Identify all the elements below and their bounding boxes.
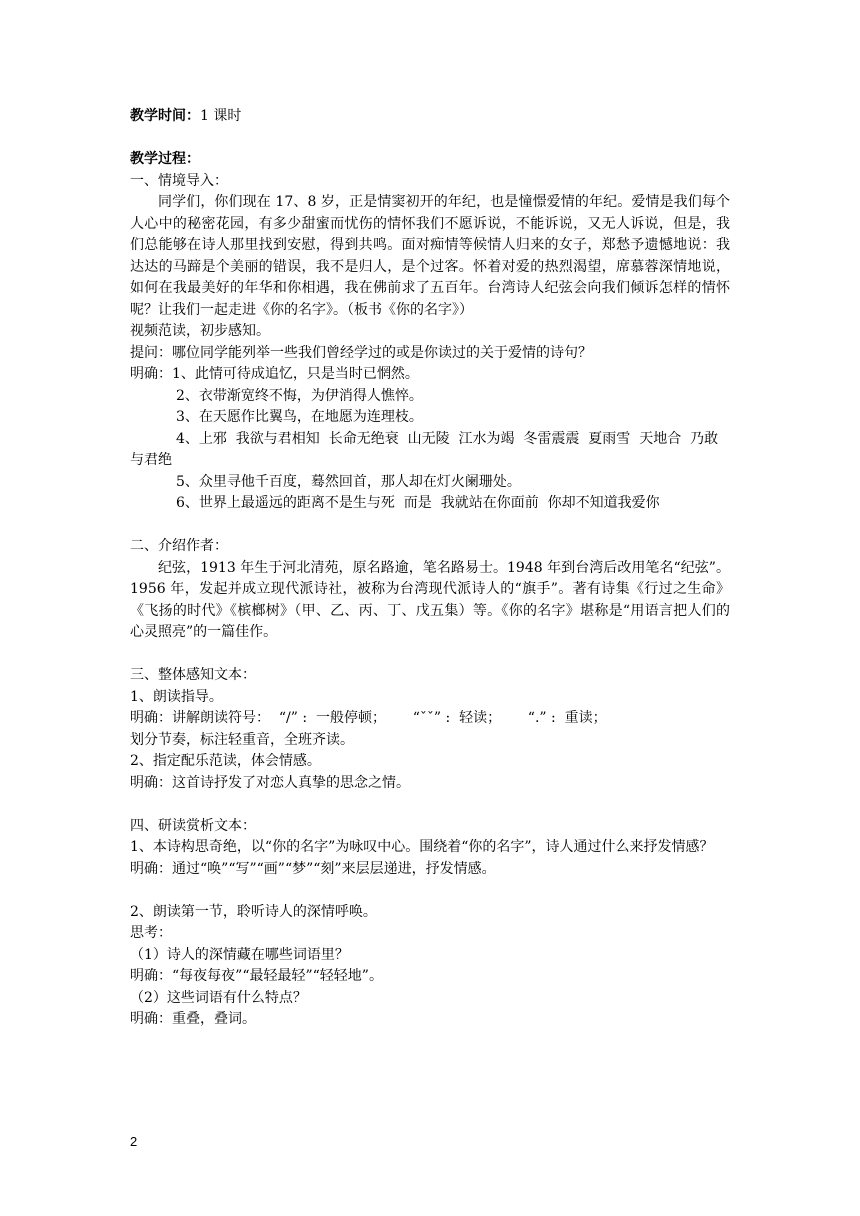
section3-item1: 1、朗读指导。: [130, 688, 223, 705]
section4-q2: （2）这些词语有什么特点？: [130, 989, 307, 1006]
section1-question: 提问：哪位同学能列举一些我们曾经学过的或是你读过的关于爱情的诗句？: [130, 344, 592, 361]
section3-item2-answer: 明确：这首诗抒发了对恋人真挚的思念之情。: [130, 774, 410, 791]
section1-answer-4: 4、上邪 我欲与君相知 长命无绝衰 山无陵 江水为竭 冬雷震震 夏雨雪 天地合 乃敢与君绝: [130, 430, 719, 468]
section4-item1: 1、本诗构思奇绝，以“你的名字”为咏叹中心。围绕着“你的名字”，诗人通过什么来抒发情感？: [130, 839, 714, 855]
document-body: [130, 106, 730, 1031]
section4-item2: 2、朗读第一节，聆听诗人的深情呼唤。: [130, 903, 377, 920]
section3-heading: 三、整体感知文本：: [130, 667, 256, 683]
section1-answer-6: 6、世界上最遥远的距离不是生与死 而是 我就站在你面前 你却不知道我爱你: [176, 495, 660, 511]
teaching-time-line: [130, 106, 730, 128]
section3-item1-extra: 划分节奏，标注轻重音，全班齐读。: [130, 731, 354, 748]
section4-q1: （1）诗人的深情藏在哪些词语里？: [130, 946, 349, 963]
section3-item1-answer: 明确：讲解朗读符号： “/” : 一般停顿； “ˇˇ” : 轻读； “.” : 重读；: [130, 710, 607, 726]
teaching-time-value: 1 课时: [200, 108, 242, 124]
section1-video: 视频范读，初步感知。: [130, 323, 270, 339]
section4-heading: 四、研读赏析文本：: [130, 817, 256, 834]
section4-think: 思考：: [130, 925, 172, 941]
section1-intro: 同学们，你们现在 17、8 岁，正是情窦初开的年纪，也是憧憬爱情的年纪。爱情是我们每个人心中的秘密花园，有多少甜蜜而忧伤的情怀我们不愿诉说，不能诉说，又无人诉说，但是，我们总能够在诗人那里找到安慰，得到共鸣。面对痴情等候情人归来的女子，郑愁予遗憾地说：我达达的马蹄是个美丽的错误，我不是归人，是个过客。怀着对爱的热烈渴望，席慕蓉深情地说，如何在我最美好的年华和你相遇，我在佛前求了五百年。台湾诗人纪弦会向我们倾诉怎样的情怀呢？让我们一起走进《你的名字》。（板书《你的名字》）: [130, 194, 730, 318]
section4-a2: 明确：重叠，叠词。: [130, 1011, 256, 1027]
section2-body: 纪弦，1913 年生于河北清苑，原名路逾，笔名路易士。1948 年到台湾后改用笔名“纪弦”。1956 年，发起并成立现代派诗社，被称为台湾现代派诗人的“旗手”。著有诗集《行过之生命》《飞扬的时代》《槟榔树》（甲、乙、丙、丁、戊五集）等。《你的名字》堪称是“用语言把人们的心灵照亮”的一篇佳作。: [130, 559, 730, 640]
section4-a1: 明确：“每夜每夜”“最轻最轻”“轻轻地”。: [130, 968, 383, 984]
section1-answer-2: 2、衣带渐宽终不悔，为伊消得人憔悴。: [176, 387, 423, 404]
section2-heading: 二、介绍作者：: [130, 538, 228, 554]
section1-answer-3: 3、在天愿作比翼鸟，在地愿为连理枝。: [176, 409, 423, 425]
section1-answer-first: 明确：1、此情可待成追忆，只是当时已惘然。: [130, 366, 419, 382]
page-number: 2: [130, 1134, 138, 1149]
section1-answer-5: 5、众里寻他千百度，蓦然回首，那人却在灯火阑珊处。: [176, 473, 521, 490]
teaching-time-label: 教学时间：: [130, 108, 200, 124]
section1-heading: 一、情境导入：: [130, 172, 228, 189]
section3-item2: 2、指定配乐范读，体会情感。: [130, 753, 321, 769]
process-title: 教学过程：: [130, 151, 200, 167]
section4-item1-answer: 明确：通过“唤”“写”“画”“梦”“刻”来层层递进，抒发情感。: [130, 860, 496, 877]
